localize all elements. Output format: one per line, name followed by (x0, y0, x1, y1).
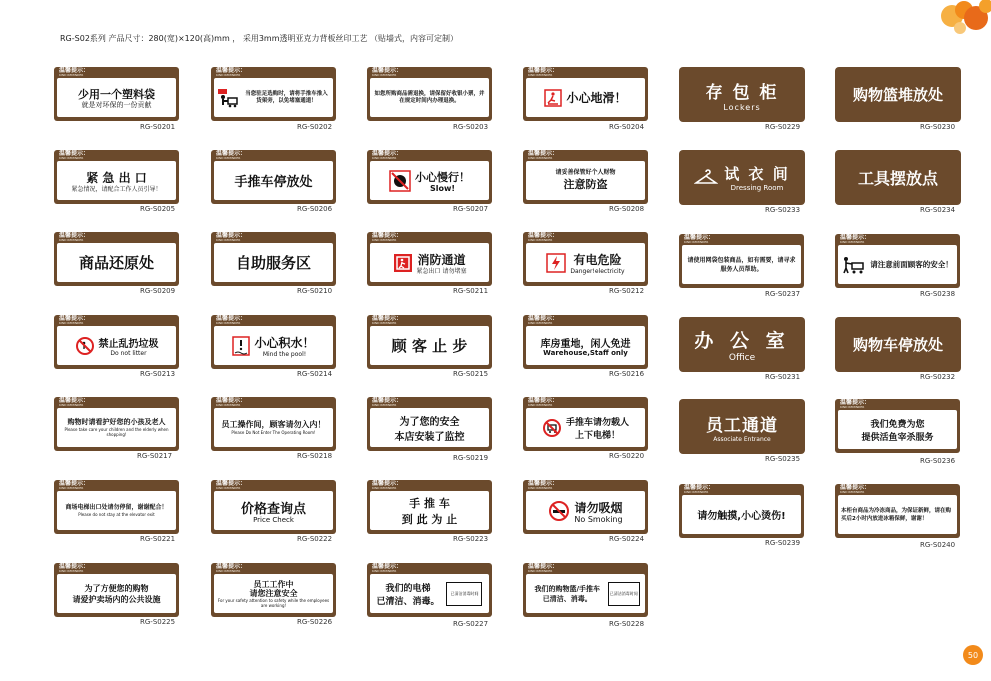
sign-s0206 (211, 150, 336, 204)
sign-s0233 (679, 150, 805, 205)
sign-code: RG-S0229 (765, 123, 801, 131)
reminder-caption-en: KIND REMINDER (528, 156, 553, 160)
sign-code: RG-S0202 (297, 123, 333, 131)
sign-main-text: 员工工作中 (253, 579, 294, 589)
reminder-caption-en: KIND REMINDER (372, 238, 397, 242)
sign-sub-text: 上下电梯！ (574, 430, 620, 441)
sign-code: RG-S0224 (609, 535, 645, 543)
sign-main-text: 当您驻足选购时，请将手推车推入货架旁，以免堵塞通道！ (245, 90, 328, 104)
sign-code: RG-S0234 (920, 206, 956, 214)
sign-s0231 (679, 317, 805, 372)
sign-s0204 (523, 67, 648, 121)
sign-code: RG-S0209 (140, 287, 176, 295)
sign-s0220 (523, 397, 648, 451)
reminder-caption: 温馨提示： (59, 315, 90, 322)
sign-main-text: 请勿触摸,小心烫伤! (697, 511, 786, 522)
sign-main-text: 库房重地，闲人免进 (540, 338, 631, 350)
reminder-caption-en: KIND REMINDER (372, 73, 397, 77)
reminder-caption: 温馨提示： (372, 232, 403, 239)
reminder-caption-en: KIND REMINDER (216, 73, 241, 77)
sign-s0213 (54, 315, 179, 369)
reminder-caption-en: KIND REMINDER (528, 238, 553, 242)
sign-main-text: 手 推 车 (409, 496, 450, 510)
reminder-caption: 温馨提示： (528, 232, 559, 239)
sign-code: RG-S0216 (609, 370, 645, 378)
reminder-caption-en: KIND REMINDER (216, 486, 241, 490)
reminder-caption-en: KIND REMINDER (59, 403, 84, 407)
reminder-caption: 温馨提示： (372, 563, 403, 570)
reminder-caption-en: KIND REMINDER (840, 405, 865, 409)
reminder-caption-en: KIND REMINDER (59, 156, 84, 160)
sign-code: RG-S0201 (140, 123, 176, 131)
sign-s0237 (679, 234, 804, 288)
no-litter-icon (75, 336, 95, 356)
sign-main-text: 办 公 室 (694, 330, 790, 352)
sign-code: RG-S0205 (140, 205, 176, 213)
sign-code: RG-S0219 (453, 454, 489, 462)
electric-icon (546, 253, 566, 273)
sign-code: RG-S0207 (453, 205, 489, 213)
sign-main-text: 消防通道 (417, 252, 466, 267)
reminder-caption-en: KIND REMINDER (840, 490, 865, 494)
sign-sub-text: Office (728, 353, 756, 363)
reminder-caption: 温馨提示： (684, 234, 715, 241)
sign-main-text: 自助服务区 (235, 254, 311, 272)
reminder-caption: 温馨提示： (372, 315, 403, 322)
sign-main-text: 少用一个塑料袋 (78, 88, 155, 101)
sign-main-text: 手推车停放处 (234, 175, 313, 190)
sign-main-text: 价格查询点 (240, 501, 306, 517)
sign-main-text: 请勿吸烟 (574, 500, 623, 515)
sign-s0211 (367, 232, 492, 286)
sign-s0240 (835, 484, 960, 538)
sign-main-text: 购物篮堆放处 (852, 86, 943, 104)
reminder-caption: 温馨提示： (59, 397, 90, 404)
sign-main-text: 工具摆放点 (857, 169, 938, 188)
sign-s0210 (211, 232, 336, 286)
reminder-caption: 温馨提示： (528, 315, 559, 322)
sign-sub-text: Associate Entrance (713, 435, 771, 443)
sign-code: RG-S0227 (453, 620, 489, 628)
sign-main-text: 小心慢行！ (415, 171, 470, 184)
reminder-caption-en: KIND REMINDER (372, 569, 397, 573)
decorative-circles (930, 0, 991, 40)
reminder-caption-en: KIND REMINDER (528, 486, 553, 490)
hanger-icon (694, 169, 718, 187)
reminder-caption: 温馨提示： (216, 397, 247, 404)
sign-code: RG-S0213 (140, 370, 176, 378)
sign-s0217 (54, 397, 179, 451)
sign-main-text: 员工操作间，顾客请勿入内！ (221, 420, 326, 429)
reminder-caption: 温馨提示： (528, 480, 559, 487)
sign-s0205 (54, 150, 179, 204)
reminder-caption: 温馨提示： (216, 67, 247, 74)
sign-main-text: 购物车停放处 (852, 336, 943, 354)
sign-sub-text: 请您注意安全 (249, 588, 298, 598)
reminder-caption-en: KIND REMINDER (528, 403, 553, 407)
reminder-caption: 温馨提示： (372, 67, 403, 74)
sign-sub-text: Price Check (253, 515, 294, 524)
sign-sub-text: Mind the pool! (262, 350, 307, 358)
sign-s0226 (211, 563, 336, 617)
sign-code: RG-S0230 (920, 123, 956, 131)
sign-main-text: 禁止乱扔垃圾 (98, 338, 159, 350)
sign-code: RG-S0211 (453, 287, 489, 295)
slow-icon (389, 170, 411, 192)
person-cart-icon (217, 87, 239, 109)
sign-code: RG-S0236 (920, 457, 956, 465)
sign-sub-text: Do not litter (110, 349, 147, 357)
sign-s0215 (367, 315, 492, 369)
cart-person-icon (842, 255, 866, 275)
reminder-caption-en: KIND REMINDER (216, 403, 241, 407)
reminder-caption: 温馨提示： (59, 150, 90, 157)
sign-main-text: 请注意前面顾客的安全！ (870, 259, 953, 269)
reminder-caption: 温馨提示： (216, 150, 247, 157)
reminder-caption: 温馨提示： (372, 397, 403, 404)
sign-sub-text: 紧急出口 请勿堵塞 (416, 267, 467, 275)
reminder-caption-en: KIND REMINDER (528, 321, 553, 325)
sign-code: RG-S0206 (297, 205, 333, 213)
sign-main-text: 购物时请看护好您的小孩及老人 (67, 418, 166, 426)
sign-s0227 (367, 563, 492, 617)
sign-code: RG-S0225 (140, 618, 176, 626)
sign-s0219 (367, 397, 492, 451)
sign-code: RG-S0220 (609, 452, 645, 460)
cleaning-time-card: 已清洁消毒时间 (608, 582, 640, 606)
sign-s0201 (54, 67, 179, 121)
sign-code: RG-S0223 (453, 535, 489, 543)
sign-sub-text: 提供活鱼宰杀服务 (861, 432, 934, 443)
sign-sub-text: Dressing Room (730, 184, 784, 192)
sign-code: RG-S0239 (765, 539, 801, 547)
sign-main-text: 我们的电梯 (385, 583, 431, 594)
sign-main-text: 注意防盗 (563, 178, 608, 191)
sign-code: RG-S0240 (920, 541, 956, 549)
sign-s0232 (835, 317, 961, 372)
reminder-caption: 温馨提示： (372, 150, 403, 157)
reminder-caption: 温馨提示： (216, 563, 247, 570)
sign-main-text: 如您所购商品需退换，请保留好收银小票，并在规定时间内办理退换。 (374, 90, 485, 104)
sign-code: RG-S0204 (609, 123, 645, 131)
reminder-caption: 温馨提示： (59, 563, 90, 570)
reminder-caption: 温馨提示： (216, 232, 247, 239)
sign-main-text: 顾 客 止 步 (391, 337, 468, 355)
sign-code: RG-S0210 (297, 287, 333, 295)
reminder-caption: 温馨提示： (528, 67, 559, 74)
sign-s0222 (211, 480, 336, 534)
sign-code: RG-S0226 (297, 618, 333, 626)
reminder-caption-en: KIND REMINDER (372, 403, 397, 407)
sign-code: RG-S0212 (609, 287, 645, 295)
sign-s0229 (679, 67, 805, 122)
reminder-caption: 温馨提示： (684, 484, 715, 491)
sign-main-text: 小心地滑！ (566, 91, 627, 105)
sign-s0216 (523, 315, 648, 369)
sign-main-text: 紧 急 出 口 (86, 170, 147, 185)
reminder-caption-en: KIND REMINDER (528, 569, 553, 573)
sign-code: RG-S0203 (453, 123, 489, 131)
reminder-caption-en: KIND REMINDER (216, 321, 241, 325)
sign-code: RG-S0218 (297, 452, 333, 460)
sign-s0218 (211, 397, 336, 451)
sign-main-text: 为了方便您的购物 (84, 583, 149, 593)
reminder-caption-en: KIND REMINDER (59, 73, 84, 77)
sign-s0235 (679, 399, 805, 454)
sign-code: RG-S0208 (609, 205, 645, 213)
sign-main-text: 我们的购物篮/手推车已清洁、消毒。 (534, 584, 601, 603)
sign-code: RG-S0237 (765, 290, 801, 298)
reminder-caption-en: KIND REMINDER (684, 490, 709, 494)
sign-main-text: 商品还原处 (78, 254, 154, 272)
sign-main-text: 我们免费为您 (870, 419, 925, 430)
sign-s0234 (835, 150, 961, 205)
sign-code: RG-S0217 (137, 452, 173, 460)
sign-main-text: 本柜台商品为冷冻商品，为保证新鲜，请在购买后2小时内放进冰箱保鲜，谢谢！ (841, 507, 952, 522)
sign-code: RG-S0221 (140, 535, 176, 543)
reminder-caption-en: KIND REMINDER (216, 156, 241, 160)
fire-exit-icon (393, 253, 413, 273)
reminder-caption-en: KIND REMINDER (528, 73, 553, 77)
reminder-caption: 温馨提示： (216, 315, 247, 322)
reminder-caption-en: KIND REMINDER (372, 321, 397, 325)
reminder-caption-en: KIND REMINDER (216, 238, 241, 242)
sign-sub-text: Danger!electricity (570, 267, 625, 275)
sign-main-text: 试 衣 间 (724, 165, 790, 183)
sign-sub-text: 已清洁、消毒。 (376, 596, 440, 607)
reminder-caption: 温馨提示： (528, 150, 559, 157)
reminder-caption: 温馨提示： (840, 399, 871, 406)
sign-sub-text: Please take care your children and the elderly when shopping! (64, 427, 169, 437)
sign-sub-text: 本店安装了监控 (394, 431, 465, 443)
sign-sub-text: 就是对环保的一份贡献 (81, 101, 152, 109)
reminder-caption-en: KIND REMINDER (59, 238, 84, 242)
slip-icon (544, 89, 562, 107)
sign-sub-text: 紧急情况，请配合工作人员引导！ (71, 185, 162, 193)
sign-sub-text: Lockers (723, 102, 761, 112)
sign-code: RG-S0214 (297, 370, 333, 378)
reminder-caption-en: KIND REMINDER (216, 569, 241, 573)
sign-code: RG-S0238 (920, 290, 956, 298)
sign-s0236 (835, 399, 960, 453)
sign-code: RG-S0228 (609, 620, 645, 628)
no-smoking-icon (548, 500, 570, 522)
sign-s0208 (523, 150, 648, 204)
reminder-caption: 温馨提示： (528, 563, 559, 570)
reminder-caption: 温馨提示： (528, 397, 559, 404)
sign-main-text: 为了您的安全 (399, 416, 460, 428)
catalog-header: RG-S02系列 产品尺寸：280(宽)×120(高)mm ， 采用3mm透明亚克力背板丝印工艺 （贴墙式，内容可定制） (60, 34, 459, 43)
sign-sub-text: Slow! (429, 184, 456, 193)
reminder-caption-en: KIND REMINDER (684, 240, 709, 244)
sign-sub-text: Warehouse,Staff only (543, 348, 628, 357)
sign-sub-text: 请妥善保管好个人财物 (555, 169, 616, 176)
reminder-caption-en: KIND REMINDER (59, 486, 84, 490)
sign-s0225 (54, 563, 179, 617)
no-cart-icon (542, 418, 562, 438)
sign-sub-text-en: For your safety attention to safety while the employees are working! (217, 597, 330, 608)
sign-sub-text: 到 此 为 止 (401, 512, 458, 526)
reminder-caption-en: KIND REMINDER (59, 569, 84, 573)
reminder-caption-en: KIND REMINDER (59, 321, 84, 325)
sign-s0239 (679, 484, 804, 538)
water-warning-icon (232, 336, 250, 356)
sign-s0214 (211, 315, 336, 369)
sign-s0209 (54, 232, 179, 286)
sign-sub-text: 请爱护卖场内的公共设施 (72, 594, 161, 604)
page-number-badge: 50 (963, 645, 983, 665)
sign-s0212 (523, 232, 648, 286)
sign-sub-text: Please do not stay at the elevator exit (78, 512, 155, 517)
sign-s0230 (835, 67, 961, 122)
sign-code: RG-S0222 (297, 535, 333, 543)
reminder-caption: 温馨提示： (59, 232, 90, 239)
reminder-caption: 温馨提示： (372, 480, 403, 487)
sign-sub-text: No Smoking (574, 514, 623, 524)
sign-s0203 (367, 67, 492, 121)
sign-code: RG-S0232 (920, 373, 956, 381)
sign-s0223 (367, 480, 492, 534)
sign-main-text: 商场电梯出口处请勿停留，谢谢配合！ (65, 504, 168, 511)
cleaning-time-card: 已清洁消毒时间 (446, 582, 482, 606)
reminder-caption-en: KIND REMINDER (372, 486, 397, 490)
reminder-caption: 温馨提示： (840, 234, 871, 241)
sign-s0228 (523, 563, 648, 617)
sign-s0224 (523, 480, 648, 534)
sign-main-text: 请使用网袋包装商品，如有需要，请寻求服务人员帮助。 (687, 256, 796, 273)
sign-code: RG-S0215 (453, 370, 489, 378)
sign-main-text: 手推车请勿载人 (565, 417, 629, 428)
sign-sub-text: Please Do Not Enter The Operating Room! (231, 430, 316, 435)
sign-code: RG-S0233 (765, 206, 801, 214)
sign-main-text: 存 包 柜 (705, 82, 779, 103)
sign-code: RG-S0235 (765, 455, 801, 463)
reminder-caption: 温馨提示： (59, 67, 90, 74)
sign-s0221 (54, 480, 179, 534)
sign-main-text: 员工通道 (706, 415, 778, 436)
sign-s0207 (367, 150, 492, 204)
sign-main-text: 小心积水！ (254, 335, 315, 350)
sign-code: RG-S0231 (765, 373, 801, 381)
sign-s0202 (211, 67, 336, 121)
reminder-caption: 温馨提示： (216, 480, 247, 487)
reminder-caption-en: KIND REMINDER (840, 240, 865, 244)
sign-s0238 (835, 234, 960, 288)
sign-main-text: 有电危险 (573, 252, 622, 267)
reminder-caption: 温馨提示： (59, 480, 90, 487)
reminder-caption: 温馨提示： (840, 484, 871, 491)
reminder-caption-en: KIND REMINDER (372, 156, 397, 160)
